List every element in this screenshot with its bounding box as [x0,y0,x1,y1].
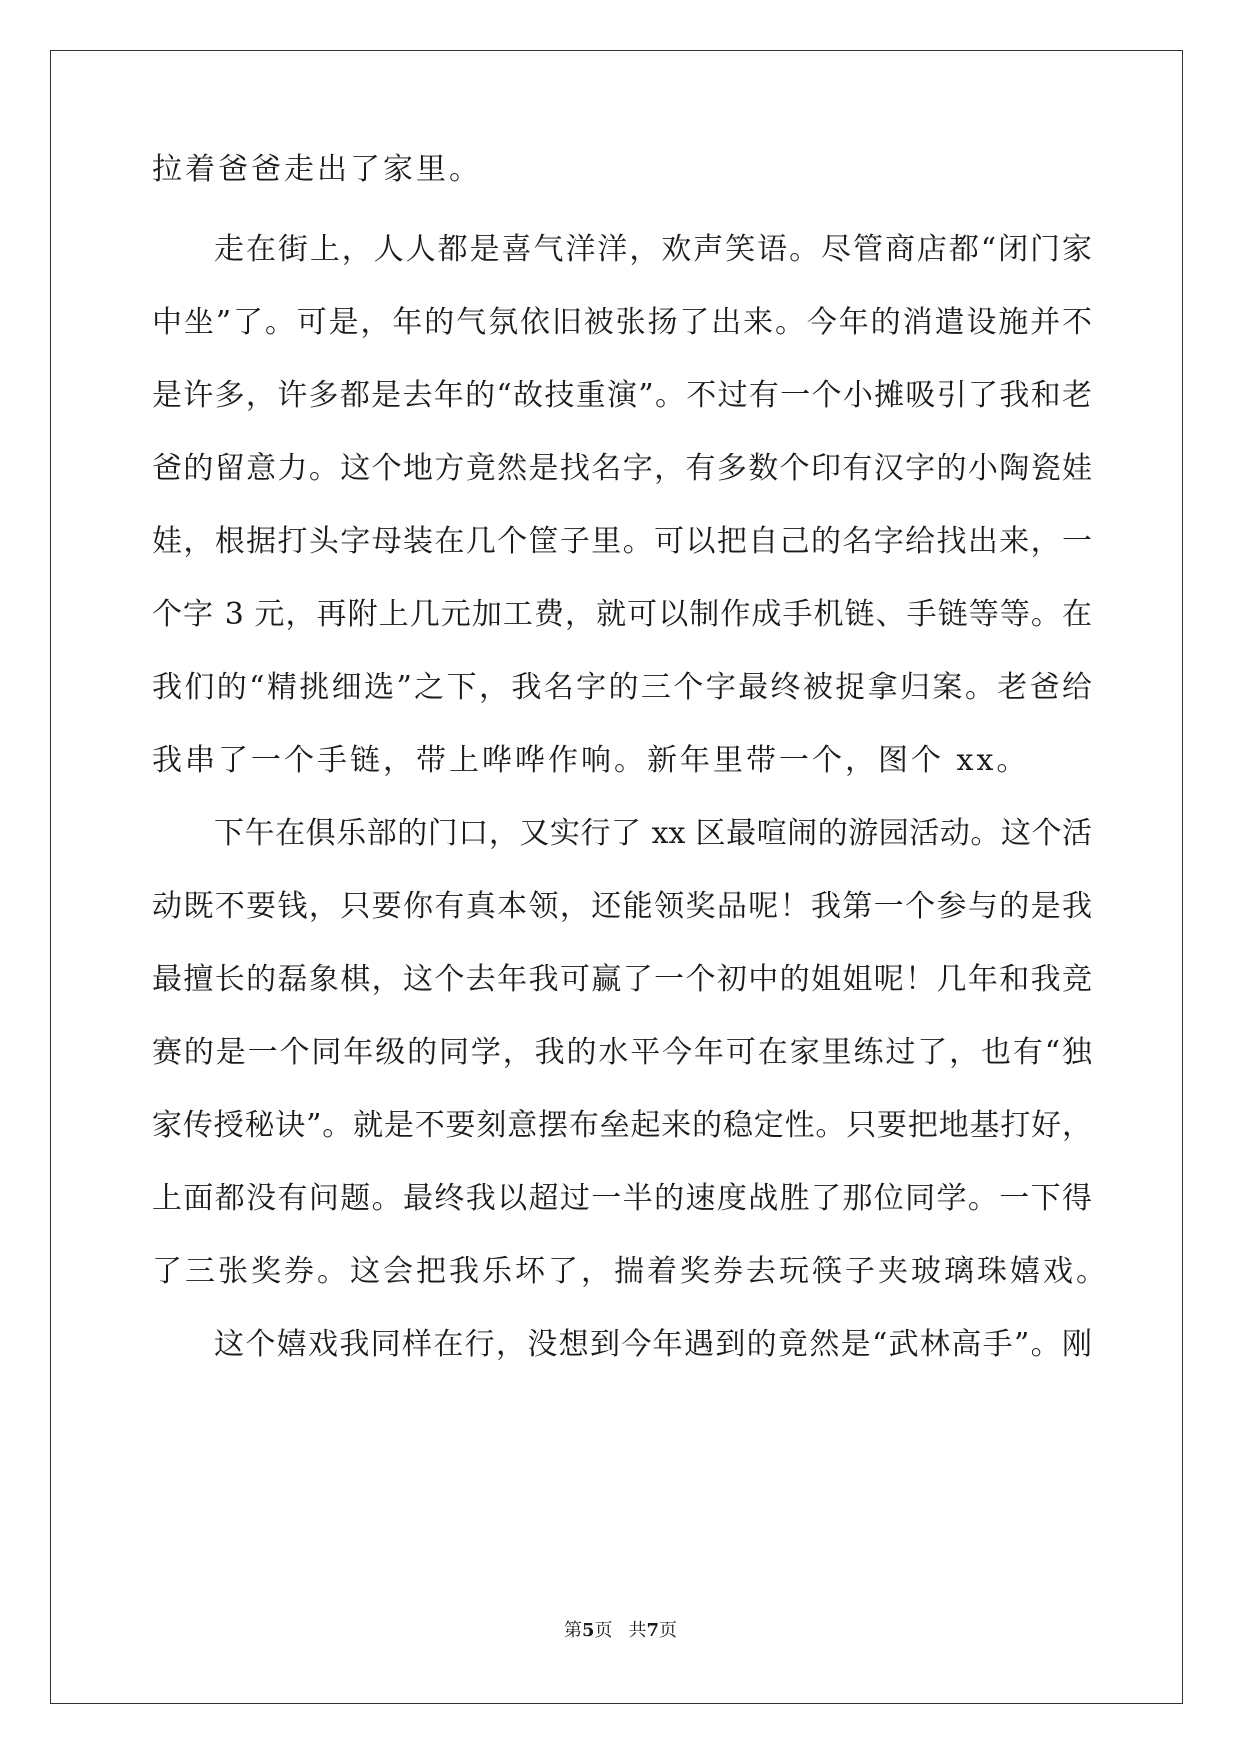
text-line: 中坐”了。可是，年的气氛依旧被张扬了出来。今年的消遣设施并不 [152,305,1092,340]
total-label-suffix: 页 [659,1620,678,1641]
paragraph-first-line: 走在街上，人人都是喜气洋洋，欢声笑语。尽管商店都“闭门家 [214,232,1092,267]
page-label-prefix: 第 [563,1620,582,1641]
text-line: 我串了一个手链，带上哗哗作响。新年里带一个，图个 xx。 [152,743,1030,778]
page-border [50,50,1183,1704]
text-line: 是许多，许多都是去年的“故技重演”。不过有一个小摊吸引了我和老 [152,378,1092,413]
text-line: 娃，根据打头字母装在几个筐子里。可以把自己的名字给找出来，一 [152,524,1092,559]
text-line: 爸的留意力。这个地方竟然是找名字，有多数个印有汉字的小陶瓷娃 [152,451,1092,486]
text-line: 了三张奖券。这会把我乐坏了，揣着奖券去玩筷子夹玻璃珠嬉戏。 [152,1254,1109,1289]
text-line: 最擅长的磊象棋，这个去年我可赢了一个初中的姐姐呢！几年和我竞 [152,962,1092,997]
text-line: 动既不要钱，只要你有真本领，还能领奖品呢！我第一个参与的是我 [152,889,1092,924]
page-footer [0,1619,1241,1643]
text-line: 拉着爸爸走出了家里。 [152,152,482,187]
paragraph-first-line: 这个嬉戏我同样在行，没想到今年遇到的竟然是“武林高手”。刚 [214,1327,1092,1362]
paragraph-first-line: 下午在俱乐部的门口，又实行了 xx 区最喧闹的游园活动。这个活 [214,816,1092,851]
text-line: 家传授秘诀”。就是不要刻意摆布垒起来的稳定性。只要把地基打好， [152,1108,1092,1143]
text-line: 我们的“精挑细选”之下，我名字的三个字最终被捉拿归案。老爸给 [152,670,1092,705]
total-page-number: 7 [646,1620,660,1641]
page-label-suffix: 页 [594,1620,613,1641]
text-line: 个字 3 元，再附上几元加工费，就可以制作成手机链、手链等等。在 [152,597,1092,632]
current-page-number: 5 [581,1620,595,1641]
text-line: 上面都没有问题。最终我以超过一半的速度战胜了那位同学。一下得 [152,1181,1092,1216]
total-label-prefix: 共 [628,1620,647,1641]
text-line: 赛的是一个同年级的同学，我的水平今年可在家里练过了，也有“独 [152,1035,1092,1070]
